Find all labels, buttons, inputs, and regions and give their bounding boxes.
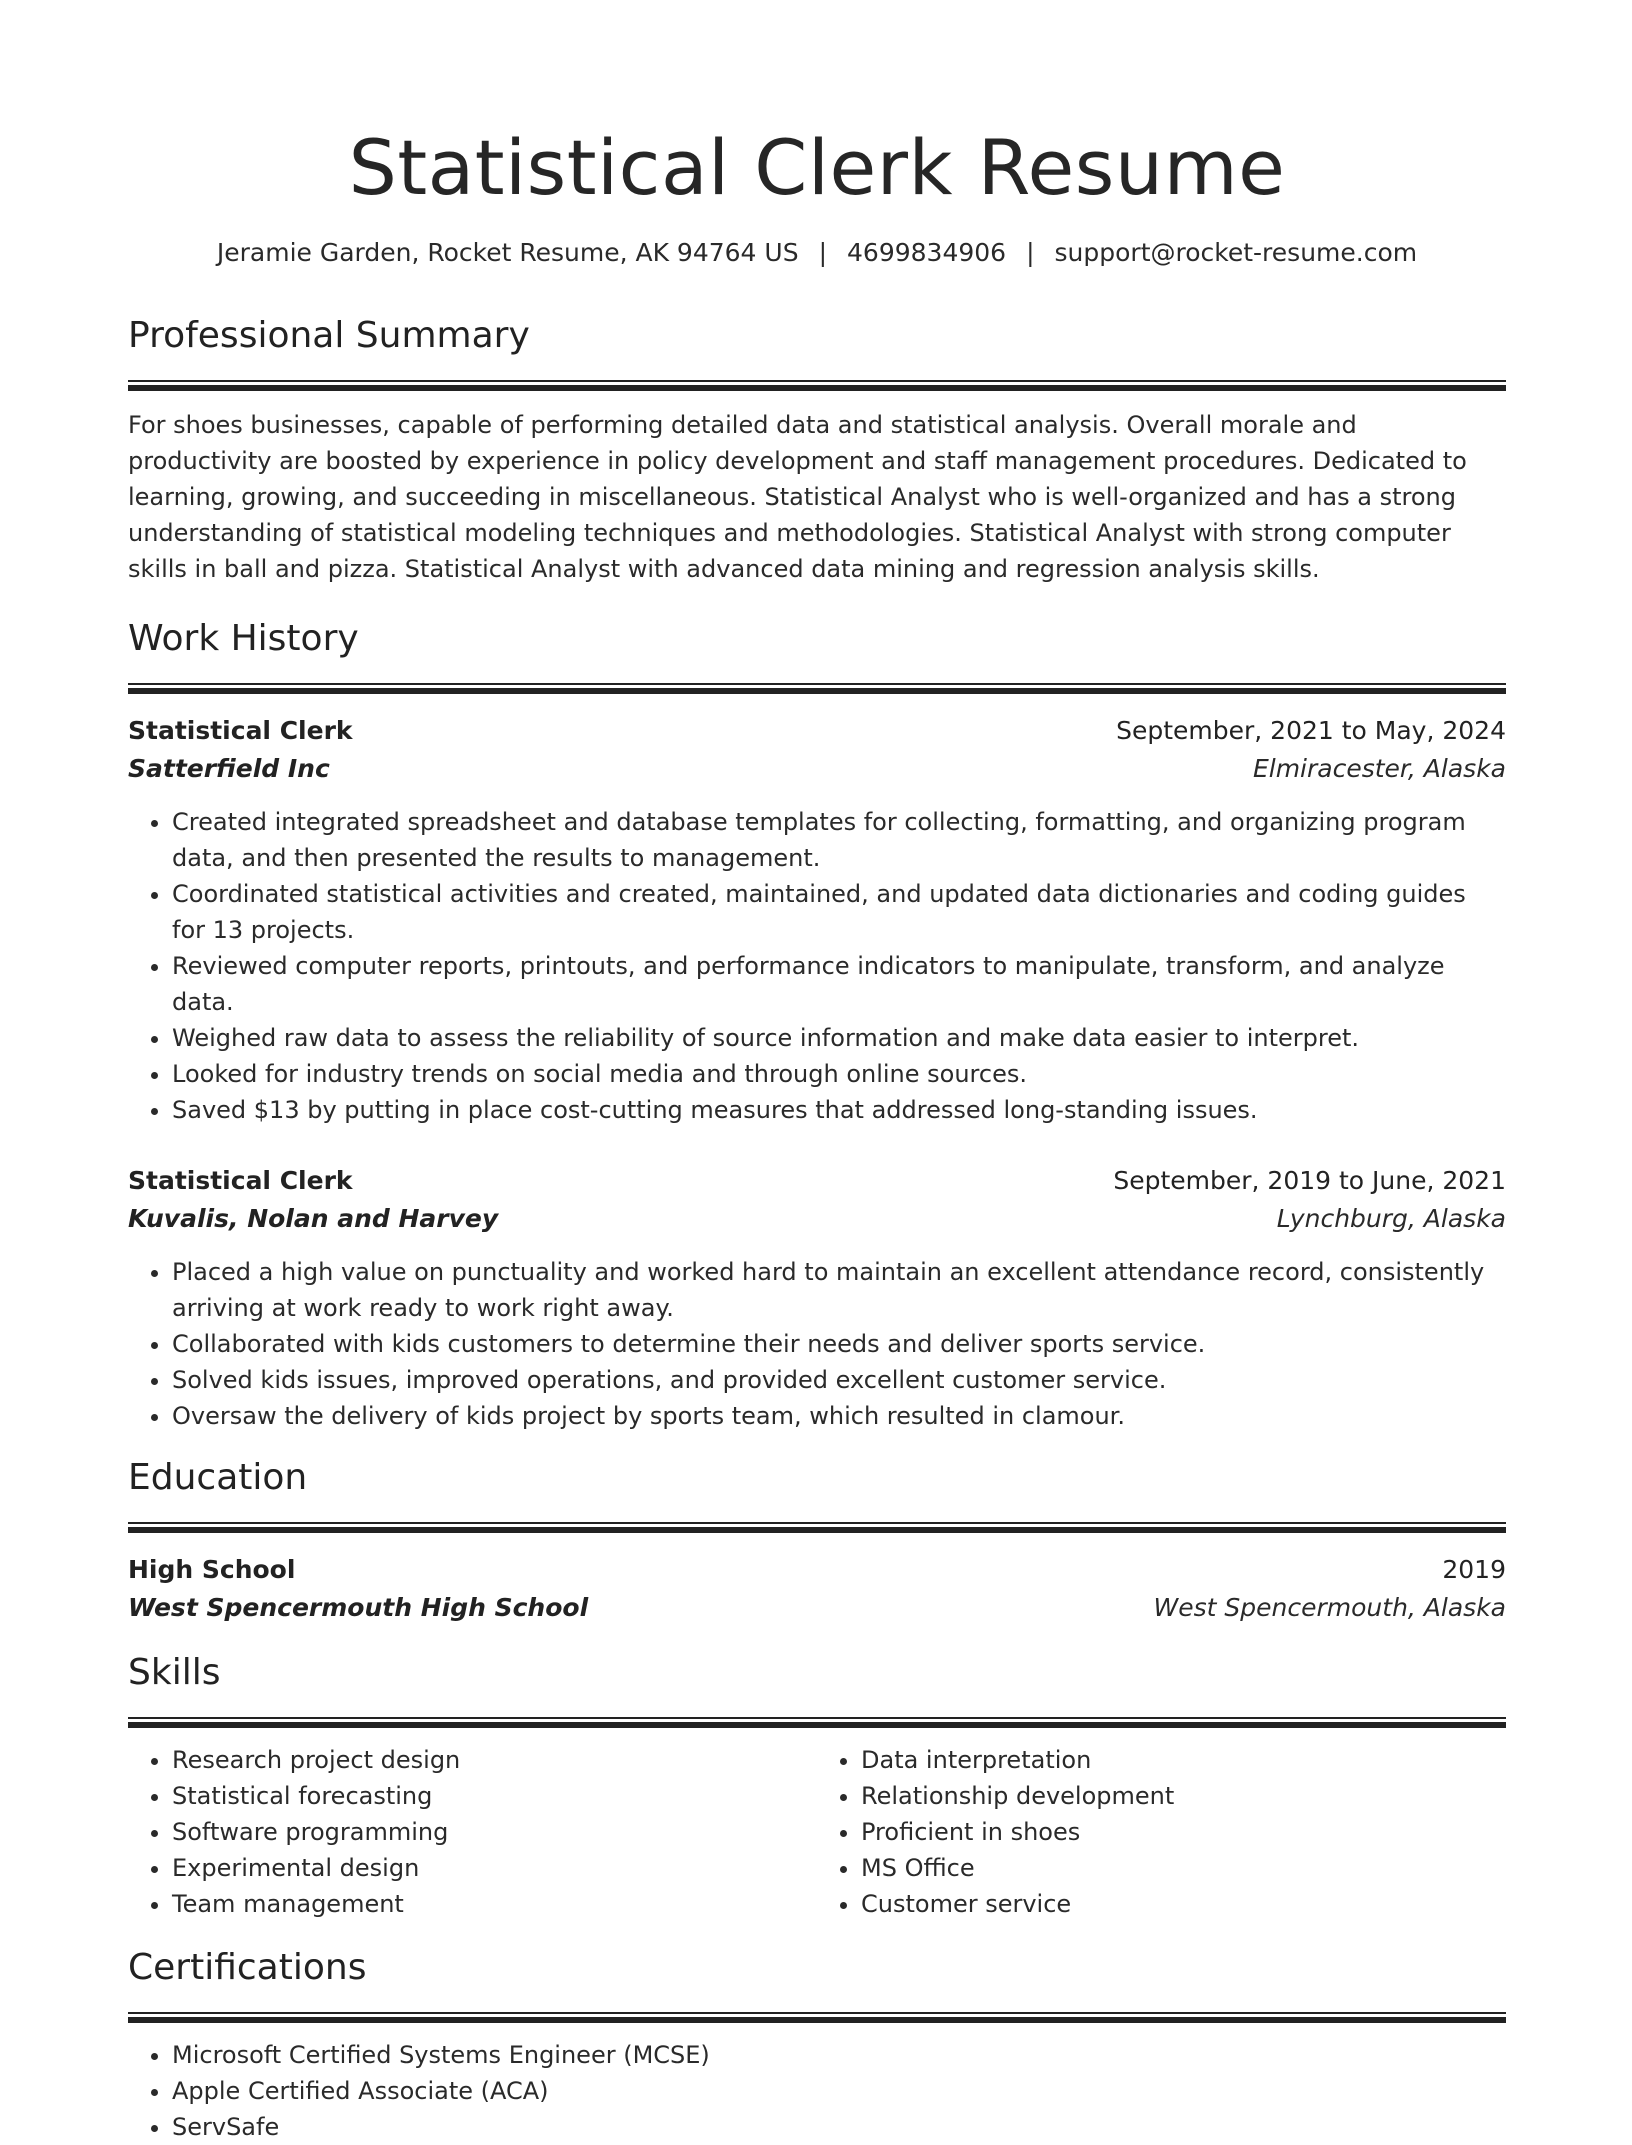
job-title: Statistical Clerk [128, 716, 353, 745]
job-header [128, 712, 1506, 750]
skill-item: • Statistical forecasting [172, 1778, 817, 1814]
work-history-section [128, 615, 1506, 1434]
section-heading-summary: Professional Summary [128, 315, 530, 356]
certification-item: • Apple Certified Associate (ACA) [172, 2073, 1506, 2109]
job-header [128, 1162, 1506, 1200]
skill-item: • Customer service [861, 1886, 1506, 1922]
job-location: Elmiracester, Alaska [1252, 754, 1506, 783]
job-bullet-list [128, 804, 1506, 1128]
section-heading-education: Education [128, 1457, 308, 1498]
job-bullet: • Coordinated statistical activities and created, maintained, and updated data dictionaries and coding guides for 13 projects. [172, 876, 1506, 948]
job-bullet: • Looked for industry trends on social media and through online sources. [172, 1056, 1506, 1092]
contact-line [128, 236, 1506, 270]
section-heading-certifications: Certifications [128, 1947, 367, 1988]
job-dates: September, 2019 to June, 2021 [1113, 1166, 1506, 1195]
job-bullet: • Solved kids issues, improved operations, and provided excellent customer service. [172, 1362, 1506, 1398]
contact-separator: | [818, 238, 828, 267]
certification-item: • Microsoft Certified Systems Engineer (MCSE) [172, 2037, 1506, 2073]
job-entry [128, 712, 1506, 1128]
section-heading-skills: Skills [128, 1652, 221, 1693]
contact-address: Jeramie Garden, Rocket Resume, AK 94764 US [216, 238, 799, 267]
skill-item: • Software programming [172, 1814, 817, 1850]
skill-item: • Research project design [172, 1742, 817, 1778]
job-bullet: • Created integrated spreadsheet and database templates for collecting, formatting, and organizing program data, and then presented the results to management. [172, 804, 1506, 876]
contact-separator: | [1026, 238, 1035, 267]
education-degree: High School [128, 1555, 296, 1584]
contact-phone: 4699834906 [847, 238, 1007, 267]
skill-item: • MS Office [861, 1850, 1506, 1886]
skill-item: • Proficient in shoes [861, 1814, 1506, 1850]
section-divider [128, 1717, 1506, 1728]
skills-list-right [817, 1742, 1506, 1922]
job-company: Satterfield Inc [128, 754, 330, 783]
summary-paragraph: For shoes businesses, capable of performing detailed data and statistical analysis. Overall morale and productivity are boosted by experience in policy development and staff management procedures. Dedicated to learning, growing, and succeeding in miscellaneous. Statistical Analyst who is well-organized and has a strong understanding of statistical modeling techniques and methodologies. Statistical Analyst with strong computer skills in ball and pizza. Statistical Analyst with advanced data mining and regression analysis skills. [128, 411, 1467, 583]
certification-item: • ServSafe [172, 2109, 1506, 2145]
job-company: Kuvalis, Nolan and Harvey [128, 1204, 499, 1233]
skill-item: • Team management [172, 1886, 817, 1922]
section-divider [128, 380, 1506, 391]
job-bullet: • Saved $13 by putting in place cost-cutting measures that addressed long-standing issues. [172, 1092, 1506, 1128]
education-location: West Spencermouth, Alaska [1153, 1593, 1506, 1622]
job-subheader [128, 750, 1506, 788]
job-bullet: • Collaborated with kids customers to determine their needs and deliver sports service. [172, 1326, 1506, 1362]
job-entry [128, 1162, 1506, 1434]
education-year: 2019 [1442, 1555, 1506, 1584]
job-title: Statistical Clerk [128, 1166, 353, 1195]
contact-email: support@rocket-resume.com [1054, 238, 1418, 267]
skills-list-left [128, 1742, 817, 1922]
section-divider [128, 683, 1506, 694]
education-subheader [128, 1589, 1506, 1627]
skills-grid [128, 1742, 1506, 1922]
section-divider [128, 2012, 1506, 2023]
resume-title: Statistical Clerk Resume [348, 123, 1286, 212]
certifications-list [128, 2037, 1506, 2145]
job-bullet: • Reviewed computer reports, printouts, and performance indicators to manipulate, transform, and analyze data. [172, 948, 1506, 1020]
skill-item: • Data interpretation [861, 1742, 1506, 1778]
education-header [128, 1551, 1506, 1589]
job-subheader [128, 1200, 1506, 1238]
section-heading-work: Work History [128, 618, 359, 659]
job-bullet: • Weighed raw data to assess the reliability of source information and make data easier to interpret. [172, 1020, 1506, 1056]
job-bullet-list [128, 1254, 1506, 1434]
section-divider [128, 1522, 1506, 1533]
education-school: West Spencermouth High School [128, 1593, 589, 1622]
skill-item: • Relationship development [861, 1778, 1506, 1814]
education-section [128, 1454, 1506, 1627]
education-entry [128, 1551, 1506, 1627]
skill-item: • Experimental design [172, 1850, 817, 1886]
certifications-section [128, 1944, 1506, 2145]
job-dates: September, 2021 to May, 2024 [1116, 716, 1506, 745]
skills-section [128, 1649, 1506, 1922]
summary-section [128, 312, 1506, 587]
job-location: Lynchburg, Alaska [1276, 1204, 1506, 1233]
job-bullet: • Placed a high value on punctuality and worked hard to maintain an excellent attendance record, consistently arriving at work ready to work right away. [172, 1254, 1506, 1326]
job-bullet: • Oversaw the delivery of kids project by sports team, which resulted in clamour. [172, 1398, 1506, 1434]
